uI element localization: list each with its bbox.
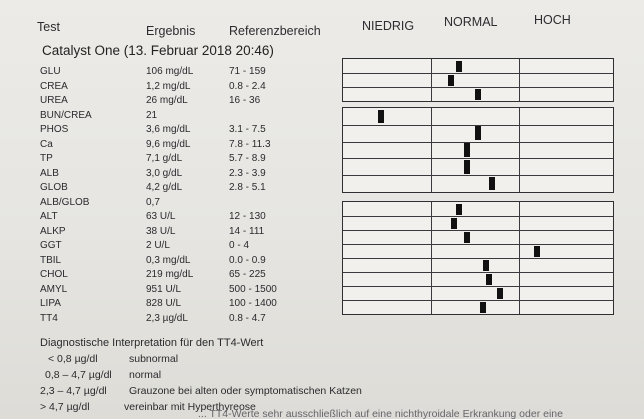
session-title: Catalyst One (13. Februar 2018 20:46) bbox=[42, 43, 274, 58]
interpretation-text: Grauzone bei alten oder symptomatischen Katzen bbox=[129, 385, 362, 397]
test-name: GLU bbox=[40, 66, 61, 77]
reference-range: 0.8 - 2.4 bbox=[229, 80, 266, 92]
test-name: Ca bbox=[40, 138, 53, 150]
result-marker bbox=[486, 274, 492, 285]
test-name: CREA bbox=[40, 80, 68, 92]
interpretation-range: 0,8 – 4,7 µg/dl bbox=[45, 369, 112, 381]
row-separator bbox=[343, 258, 613, 259]
test-value: 1,2 mg/dL bbox=[146, 80, 191, 92]
test-name: ALKP bbox=[40, 225, 66, 237]
test-value: 3,6 mg/dL bbox=[146, 124, 191, 135]
range-divider bbox=[519, 108, 520, 192]
test-name: GGT bbox=[40, 240, 62, 251]
range-panel-3 bbox=[342, 201, 614, 315]
test-value: 828 U/L bbox=[146, 298, 182, 309]
result-marker bbox=[464, 160, 470, 174]
result-row bbox=[0, 298, 340, 312]
header-referenzbereich: Referenzbereich bbox=[229, 24, 321, 38]
test-name: ALT bbox=[40, 211, 58, 222]
test-name: ALB bbox=[40, 167, 59, 179]
range-divider bbox=[519, 59, 520, 101]
test-name: CHOL bbox=[40, 269, 68, 280]
test-name: GLOB bbox=[40, 182, 68, 193]
row-separator bbox=[343, 230, 613, 231]
row-separator bbox=[343, 216, 613, 217]
result-row bbox=[0, 168, 340, 182]
result-marker bbox=[483, 260, 489, 271]
test-name: TP bbox=[40, 153, 53, 164]
header-hoch: HOCH bbox=[534, 13, 571, 27]
reference-range: 2.3 - 3.9 bbox=[229, 167, 266, 179]
header-ergebnis: Ergebnis bbox=[146, 24, 196, 38]
test-value: 4,2 g/dL bbox=[146, 182, 183, 193]
test-name: LIPA bbox=[40, 298, 61, 309]
result-row bbox=[0, 110, 340, 124]
interpretation-range: 2,3 – 4,7 µg/dl bbox=[40, 385, 107, 397]
result-row bbox=[0, 197, 340, 211]
test-value: 63 U/L bbox=[146, 211, 176, 222]
test-name: ALB/GLOB bbox=[40, 196, 90, 208]
result-row bbox=[0, 255, 340, 269]
header-test: Test bbox=[37, 20, 60, 34]
row-separator bbox=[343, 244, 613, 245]
interpretation-range: < 0,8 µg/dl bbox=[48, 353, 98, 365]
range-divider bbox=[431, 59, 432, 101]
test-name: TBIL bbox=[40, 254, 62, 266]
reference-range: 12 - 130 bbox=[229, 211, 266, 222]
result-marker bbox=[464, 143, 470, 157]
result-row bbox=[0, 153, 340, 167]
interpretation-item bbox=[0, 353, 560, 367]
interpretation-text: normal bbox=[129, 369, 162, 381]
row-separator bbox=[343, 272, 613, 273]
test-name: PHOS bbox=[40, 124, 69, 135]
row-separator bbox=[343, 73, 613, 74]
reference-range: 2.8 - 5.1 bbox=[229, 182, 266, 193]
interpretation-item bbox=[0, 385, 560, 399]
result-row bbox=[0, 139, 340, 153]
test-value: 7,1 g/dL bbox=[146, 153, 183, 164]
result-marker bbox=[480, 302, 486, 313]
test-value: 9,6 mg/dL bbox=[146, 138, 191, 150]
test-name: BUN/CREA bbox=[40, 109, 92, 121]
range-divider bbox=[431, 202, 432, 314]
result-row bbox=[0, 124, 340, 138]
row-separator bbox=[343, 286, 613, 287]
header-niedrig: NIEDRIG bbox=[362, 19, 415, 33]
result-marker bbox=[464, 232, 470, 243]
reference-range: 71 - 159 bbox=[229, 66, 266, 77]
reference-range: 5.7 - 8.9 bbox=[229, 153, 266, 164]
test-value: 106 mg/dL bbox=[146, 66, 194, 77]
test-value: 0,3 mg/dL bbox=[146, 254, 191, 266]
row-separator bbox=[343, 158, 613, 159]
header-normal: NORMAL bbox=[444, 15, 498, 29]
interpretation-range: > 4,7 µg/dl bbox=[40, 401, 90, 413]
result-row bbox=[0, 182, 340, 196]
reference-range: 500 - 1500 bbox=[229, 283, 277, 295]
result-row bbox=[0, 269, 340, 283]
interpretation-text: subnormal bbox=[129, 353, 179, 365]
result-marker bbox=[475, 126, 481, 140]
row-separator bbox=[343, 175, 613, 176]
reference-range: 16 - 36 bbox=[229, 95, 261, 106]
result-marker bbox=[451, 218, 457, 229]
range-divider bbox=[519, 202, 520, 314]
reference-range: 0.0 - 0.9 bbox=[229, 254, 266, 266]
result-row bbox=[0, 211, 340, 225]
test-value: 21 bbox=[146, 109, 158, 121]
result-marker bbox=[378, 110, 384, 124]
result-row bbox=[0, 226, 340, 240]
test-value: 38 U/L bbox=[146, 225, 176, 237]
range-panel-1 bbox=[342, 58, 614, 102]
test-name: TT4 bbox=[40, 312, 58, 324]
reference-range: 65 - 225 bbox=[229, 269, 266, 280]
test-name: UREA bbox=[40, 95, 68, 106]
test-value: 951 U/L bbox=[146, 283, 182, 295]
result-marker bbox=[475, 89, 481, 100]
result-row bbox=[0, 81, 340, 95]
test-value: 2,3 µg/dL bbox=[146, 312, 188, 324]
test-value: 26 mg/dL bbox=[146, 95, 188, 106]
result-marker bbox=[456, 204, 462, 215]
result-marker bbox=[448, 75, 454, 86]
interpretation-text: vereinbar mit Hyperthyreose bbox=[124, 401, 256, 413]
result-marker bbox=[497, 288, 503, 299]
row-separator bbox=[343, 300, 613, 301]
test-name: AMYL bbox=[40, 283, 68, 295]
interpretation-faded-note: ... TT4-Werte sehr ausschließlich auf eine nichthyroidale Erkrankung oder eine bbox=[198, 408, 563, 419]
result-row bbox=[0, 240, 340, 254]
test-value: 0,7 bbox=[146, 196, 160, 208]
range-panel-2 bbox=[342, 107, 614, 193]
reference-range: 0.8 - 4.7 bbox=[229, 312, 266, 324]
reference-range: 0 - 4 bbox=[229, 240, 250, 251]
reference-range: 3.1 - 7.5 bbox=[229, 124, 266, 135]
result-marker bbox=[534, 246, 540, 257]
reference-range: 100 - 1400 bbox=[229, 298, 277, 309]
test-value: 3,0 g/dL bbox=[146, 167, 183, 179]
test-value: 2 U/L bbox=[146, 240, 170, 251]
range-divider bbox=[431, 108, 432, 192]
result-marker bbox=[456, 61, 462, 72]
result-row bbox=[0, 66, 340, 80]
result-marker bbox=[489, 177, 495, 191]
interpretation-item bbox=[0, 369, 560, 383]
reference-range: 14 - 111 bbox=[229, 225, 265, 237]
test-value: 219 mg/dL bbox=[146, 269, 194, 280]
result-row bbox=[0, 95, 340, 109]
row-separator bbox=[343, 142, 613, 143]
reference-range: 7.8 - 11.3 bbox=[229, 138, 271, 150]
result-row bbox=[0, 284, 340, 298]
interpretation-title: Diagnostische Interpretation für den TT4-Wert bbox=[40, 337, 264, 349]
result-row bbox=[0, 313, 340, 327]
